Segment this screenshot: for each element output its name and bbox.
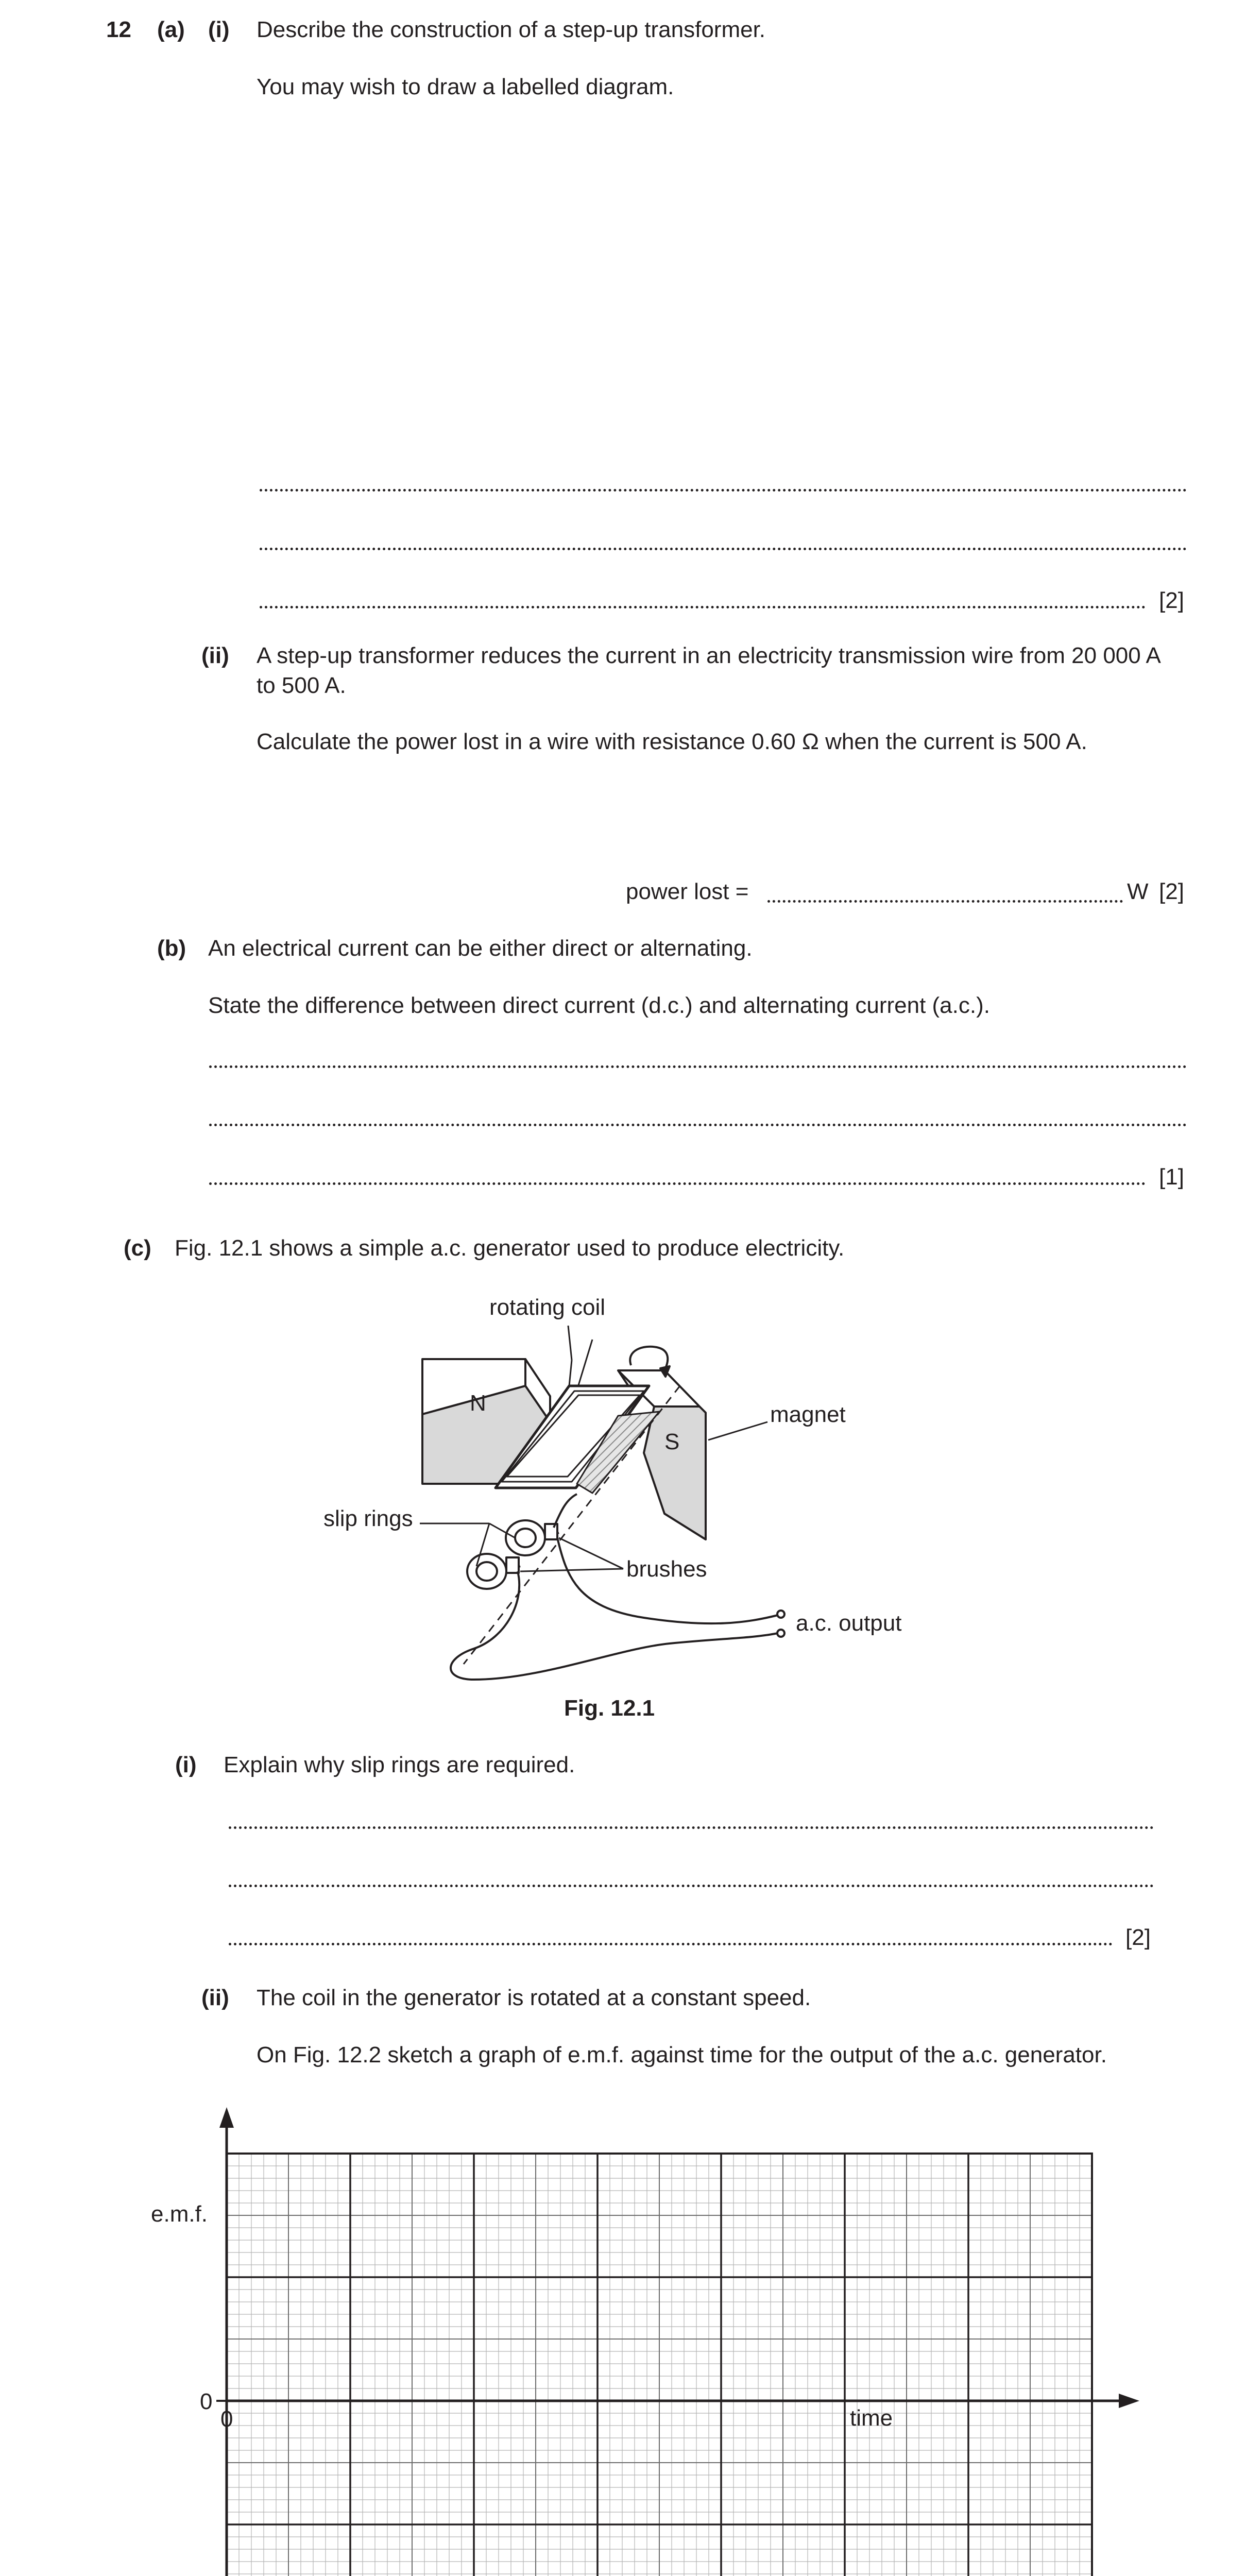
south-pole-label: S [664, 1429, 680, 1454]
part-c-i-question: Explain why slip rings are required. [224, 1752, 575, 1777]
y-origin-label: 0 [200, 2389, 213, 2414]
answer-line[interactable] [229, 1826, 1154, 1829]
y-axis-arrow-icon [219, 2107, 234, 2128]
graph-medium-grid [227, 2154, 1092, 2576]
part-a-ii-label: (ii) [201, 643, 229, 668]
part-c-i-label: (i) [175, 1752, 197, 1777]
x-origin-label: 0 [220, 2406, 233, 2432]
rotating-coil-label: rotating coil [489, 1295, 606, 1320]
part-b-instruction: State the difference between direct current (d.c.) and alternating current (a.c.). [208, 993, 990, 1018]
mark-allocation: [2] [1125, 1925, 1151, 1950]
part-c-ii-statement: The coil in the generator is rotated at a constant speed. [257, 1985, 811, 2010]
part-a-ii-question-line1: A step-up transformer reduces the current in an electricity transmission wire from 20 000 A [257, 643, 1161, 668]
question-number: 12 [106, 17, 131, 42]
slip-rings-label: slip rings [323, 1506, 413, 1531]
mark-allocation: [2] [1159, 588, 1184, 613]
mark-allocation: [1] [1159, 1164, 1184, 1190]
y-axis-label: e.m.f. [151, 2201, 208, 2227]
part-c-statement: Fig. 12.1 shows a simple a.c. generator used to produce electricity. [175, 1235, 845, 1261]
part-c-ii-instruction: On Fig. 12.2 sketch a graph of e.m.f. against time for the output of the a.c. generator. [257, 2042, 1107, 2067]
part-b-statement: An electrical current can be either direct or alternating. [208, 936, 753, 961]
power-unit: W [1127, 879, 1149, 904]
rotation-arrow-icon [630, 1347, 668, 1370]
figure-12-1-caption: Fig. 12.1 [564, 1696, 655, 1721]
power-lost-label: power lost = [626, 879, 749, 904]
part-a-ii-question-line2: to 500 A. [257, 673, 346, 698]
part-a-i-question: Describe the construction of a step-up transformer. [257, 17, 766, 42]
answer-line[interactable] [229, 1885, 1154, 1887]
output-terminal-icon [777, 1611, 784, 1618]
ac-output-label: a.c. output [796, 1611, 902, 1636]
answer-line[interactable] [229, 1943, 1113, 1945]
north-pole-label: N [470, 1391, 486, 1416]
emf-time-graph[interactable] [0, 2092, 1246, 2576]
x-axis-arrow-icon [1119, 2394, 1139, 2408]
part-c-ii-label: (ii) [201, 1985, 229, 2010]
part-b-label: (b) [157, 936, 186, 961]
mark-allocation: [2] [1159, 879, 1184, 904]
part-a-ii-instruction: Calculate the power lost in a wire with resistance 0.60 Ω when the current is 500 A. [257, 729, 1087, 754]
x-axis-label: time [850, 2405, 893, 2431]
magnet-label: magnet [770, 1402, 846, 1427]
part-a-label: (a) [157, 17, 185, 42]
brushes-label: brushes [626, 1556, 707, 1582]
part-a-i-label: (i) [208, 17, 230, 42]
part-a-i-hint: You may wish to draw a labelled diagram. [257, 74, 674, 99]
output-wires [451, 1494, 778, 1680]
part-c-label: (c) [124, 1235, 151, 1261]
output-terminal-icon [777, 1630, 784, 1637]
